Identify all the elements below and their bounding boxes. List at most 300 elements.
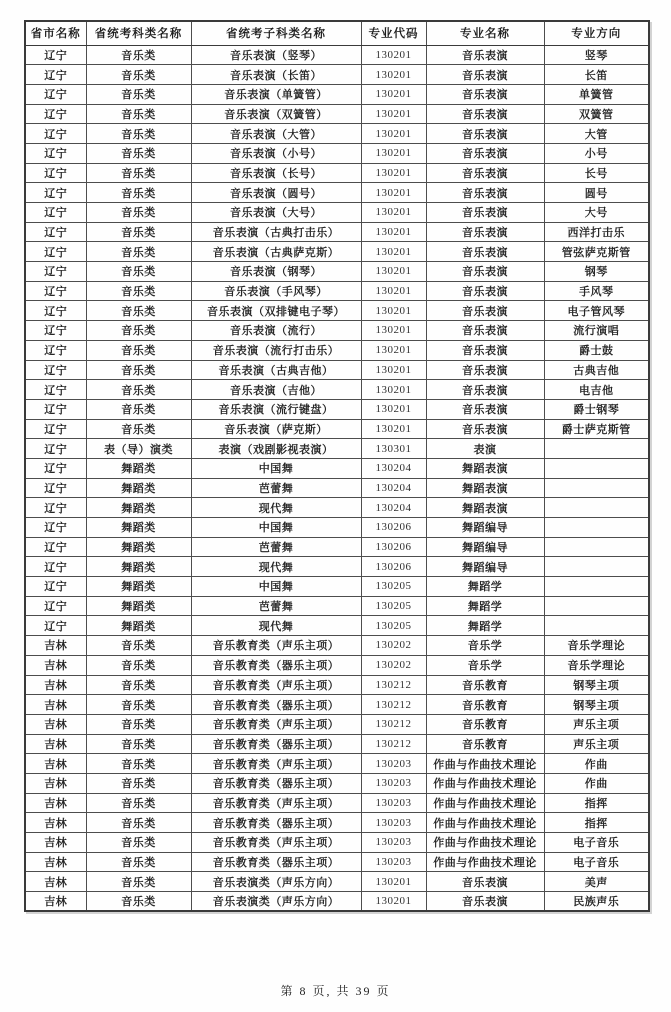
cell-major-direction: 钢琴 [544,262,649,282]
cell-major-name: 音乐表演 [426,203,544,223]
cell-major-code: 130201 [361,203,426,223]
cell-exam-subcategory: 音乐表演（流行） [191,321,361,341]
cell-major-name: 作曲与作曲技术理论 [426,754,544,774]
cell-major-direction: 长笛 [544,65,649,85]
cell-major-name: 表演 [426,439,544,459]
cell-major-name: 音乐表演 [426,124,544,144]
cell-exam-subcategory: 音乐表演（萨克斯） [191,419,361,439]
cell-exam-subcategory: 音乐表演（长笛） [191,65,361,85]
cell-province: 辽宁 [25,242,86,262]
cell-province: 辽宁 [25,458,86,478]
cell-major-code: 130204 [361,498,426,518]
cell-exam-subcategory: 现代舞 [191,557,361,577]
cell-exam-subcategory: 音乐表演类（声乐方向） [191,872,361,892]
cell-province: 辽宁 [25,222,86,242]
cell-major-direction: 作曲 [544,773,649,793]
cell-exam-category: 舞蹈类 [86,458,191,478]
cell-exam-category: 音乐类 [86,65,191,85]
cell-major-name: 舞蹈表演 [426,458,544,478]
cell-province: 吉林 [25,773,86,793]
cell-major-direction: 大管 [544,124,649,144]
table-row [25,143,649,163]
cell-exam-category: 音乐类 [86,281,191,301]
cell-exam-category: 音乐类 [86,183,191,203]
cell-major-name: 音乐表演 [426,419,544,439]
cell-exam-subcategory: 音乐表演（双簧管） [191,104,361,124]
cell-exam-subcategory: 音乐教育类（器乐主项） [191,813,361,833]
cell-province: 辽宁 [25,518,86,538]
cell-exam-subcategory: 音乐表演（古典萨克斯） [191,242,361,262]
cell-province: 辽宁 [25,557,86,577]
cell-province: 吉林 [25,714,86,734]
cell-major-direction [544,478,649,498]
column-header-province: 省市名称 [25,21,86,45]
table-row [25,203,649,223]
cell-major-direction: 指挥 [544,813,649,833]
cell-exam-category: 音乐类 [86,340,191,360]
cell-exam-category: 音乐类 [86,380,191,400]
cell-province: 辽宁 [25,577,86,597]
column-header-exam-subcategory: 省统考子科类名称 [191,21,361,45]
table-row [25,714,649,734]
cell-province: 辽宁 [25,616,86,636]
cell-exam-category: 音乐类 [86,321,191,341]
cell-exam-subcategory: 芭蕾舞 [191,537,361,557]
cell-province: 吉林 [25,734,86,754]
table-row [25,419,649,439]
table-row [25,793,649,813]
cell-major-name: 音乐表演 [426,281,544,301]
cell-major-direction: 美声 [544,872,649,892]
cell-major-code: 130201 [361,281,426,301]
table-row [25,734,649,754]
cell-province: 辽宁 [25,340,86,360]
cell-major-code: 130203 [361,813,426,833]
table-header [25,21,649,45]
cell-exam-category: 舞蹈类 [86,537,191,557]
cell-major-name: 音乐表演 [426,104,544,124]
cell-major-name: 音乐表演 [426,380,544,400]
cell-major-direction: 指挥 [544,793,649,813]
cell-major-direction [544,557,649,577]
cell-exam-category: 舞蹈类 [86,557,191,577]
cell-province: 辽宁 [25,439,86,459]
cell-exam-category: 音乐类 [86,892,191,912]
table-row [25,813,649,833]
cell-exam-subcategory: 音乐表演（大管） [191,124,361,144]
cell-major-name: 舞蹈编导 [426,537,544,557]
cell-exam-category: 音乐类 [86,262,191,282]
cell-major-code: 130203 [361,833,426,853]
table-row [25,84,649,104]
cell-exam-category: 音乐类 [86,242,191,262]
cell-exam-category: 音乐类 [86,84,191,104]
cell-major-code: 130201 [361,419,426,439]
cell-major-name: 音乐表演 [426,84,544,104]
cell-major-code: 130203 [361,773,426,793]
table-row [25,183,649,203]
cell-major-code: 130203 [361,852,426,872]
cell-exam-category: 音乐类 [86,419,191,439]
cell-major-direction: 大号 [544,203,649,223]
cell-province: 吉林 [25,695,86,715]
header-row [25,21,649,45]
cell-province: 吉林 [25,655,86,675]
cell-exam-subcategory: 音乐教育类（声乐主项） [191,754,361,774]
table-row [25,380,649,400]
cell-exam-subcategory: 音乐教育类（器乐主项） [191,655,361,675]
cell-exam-category: 音乐类 [86,45,191,65]
cell-major-name: 音乐教育 [426,734,544,754]
table-row [25,104,649,124]
table-row [25,833,649,853]
cell-province: 辽宁 [25,163,86,183]
cell-province: 辽宁 [25,301,86,321]
table-row [25,301,649,321]
table-row [25,163,649,183]
cell-major-direction: 钢琴主项 [544,675,649,695]
cell-province: 辽宁 [25,281,86,301]
cell-exam-category: 舞蹈类 [86,498,191,518]
cell-exam-category: 音乐类 [86,655,191,675]
cell-major-direction: 小号 [544,143,649,163]
cell-exam-category: 音乐类 [86,754,191,774]
cell-province: 吉林 [25,833,86,853]
cell-exam-subcategory: 音乐表演（双排键电子琴） [191,301,361,321]
cell-exam-category: 音乐类 [86,734,191,754]
cell-exam-category: 音乐类 [86,104,191,124]
cell-exam-category: 舞蹈类 [86,577,191,597]
cell-major-direction: 电子音乐 [544,852,649,872]
cell-exam-category: 舞蹈类 [86,518,191,538]
cell-major-direction: 音乐学理论 [544,655,649,675]
cell-major-direction: 单簧管 [544,84,649,104]
cell-exam-subcategory: 中国舞 [191,577,361,597]
cell-major-name: 音乐表演 [426,301,544,321]
cell-exam-subcategory: 音乐教育类（器乐主项） [191,773,361,793]
cell-major-name: 舞蹈表演 [426,478,544,498]
cell-exam-category: 音乐类 [86,675,191,695]
cell-major-direction [544,498,649,518]
table-body [25,45,649,911]
cell-province: 吉林 [25,872,86,892]
cell-exam-subcategory: 音乐教育类（声乐主项） [191,636,361,656]
cell-exam-category: 音乐类 [86,872,191,892]
cell-major-code: 130201 [361,104,426,124]
cell-major-code: 130201 [361,399,426,419]
cell-major-code: 130201 [361,301,426,321]
cell-exam-subcategory: 音乐表演（单簧管） [191,84,361,104]
cell-exam-subcategory: 音乐教育类（器乐主项） [191,734,361,754]
cell-major-direction: 手风琴 [544,281,649,301]
cell-major-code: 130201 [361,84,426,104]
cell-province: 辽宁 [25,399,86,419]
cell-province: 辽宁 [25,380,86,400]
cell-major-direction: 圆号 [544,183,649,203]
cell-exam-subcategory: 音乐表演（流行键盘） [191,399,361,419]
cell-major-name: 舞蹈编导 [426,518,544,538]
cell-exam-subcategory: 音乐表演（长号） [191,163,361,183]
table-row [25,281,649,301]
cell-exam-subcategory: 音乐表演类（声乐方向） [191,892,361,912]
cell-exam-category: 音乐类 [86,714,191,734]
cell-major-code: 130203 [361,793,426,813]
cell-major-name: 音乐表演 [426,340,544,360]
cell-major-code: 130201 [361,124,426,144]
cell-exam-category: 音乐类 [86,301,191,321]
cell-exam-category: 音乐类 [86,813,191,833]
cell-exam-category: 音乐类 [86,695,191,715]
table-row [25,616,649,636]
table-row [25,360,649,380]
cell-major-direction: 作曲 [544,754,649,774]
cell-major-code: 130201 [361,380,426,400]
cell-major-name: 音乐学 [426,655,544,675]
cell-major-name: 作曲与作曲技术理论 [426,773,544,793]
cell-major-name: 音乐表演 [426,45,544,65]
table-row [25,458,649,478]
cell-province: 吉林 [25,892,86,912]
cell-major-direction: 爵士萨克斯管 [544,419,649,439]
cell-major-code: 130201 [361,45,426,65]
majors-table [24,20,650,912]
cell-exam-category: 表（导）演类 [86,439,191,459]
cell-exam-subcategory: 音乐表演（大号） [191,203,361,223]
cell-exam-category: 音乐类 [86,852,191,872]
table-row [25,852,649,872]
cell-exam-subcategory: 中国舞 [191,458,361,478]
table-row [25,577,649,597]
table-row [25,399,649,419]
cell-major-direction [544,596,649,616]
cell-major-code: 130205 [361,596,426,616]
cell-major-name: 舞蹈学 [426,596,544,616]
cell-major-name: 音乐表演 [426,163,544,183]
table-row [25,675,649,695]
cell-exam-subcategory: 音乐表演（古典打击乐） [191,222,361,242]
cell-major-code: 130201 [361,892,426,912]
cell-major-code: 130206 [361,518,426,538]
table-row [25,636,649,656]
cell-exam-category: 舞蹈类 [86,596,191,616]
table-row [25,557,649,577]
cell-major-name: 音乐表演 [426,222,544,242]
table-row [25,45,649,65]
cell-exam-category: 舞蹈类 [86,616,191,636]
cell-major-direction [544,458,649,478]
cell-major-code: 130206 [361,537,426,557]
page-number: 第 8 页, 共 39 页 [280,984,391,998]
cell-province: 吉林 [25,813,86,833]
cell-exam-subcategory: 表演（戏剧影视表演） [191,439,361,459]
cell-exam-subcategory: 音乐表演（小号） [191,143,361,163]
cell-exam-subcategory: 音乐表演（竖琴） [191,45,361,65]
cell-major-name: 音乐表演 [426,262,544,282]
cell-major-direction: 爵士钢琴 [544,399,649,419]
cell-major-code: 130206 [361,557,426,577]
cell-major-name: 音乐表演 [426,872,544,892]
cell-major-direction: 西洋打击乐 [544,222,649,242]
cell-major-direction [544,616,649,636]
cell-major-direction: 长号 [544,163,649,183]
cell-major-code: 130201 [361,321,426,341]
cell-major-code: 130201 [361,65,426,85]
cell-major-code: 130201 [361,222,426,242]
cell-major-direction: 竖琴 [544,45,649,65]
table-row [25,695,649,715]
table-row [25,222,649,242]
cell-exam-category: 音乐类 [86,636,191,656]
cell-exam-subcategory: 芭蕾舞 [191,478,361,498]
cell-major-name: 音乐教育 [426,675,544,695]
cell-major-name: 音乐表演 [426,242,544,262]
cell-exam-category: 音乐类 [86,793,191,813]
cell-major-name: 舞蹈学 [426,616,544,636]
cell-province: 辽宁 [25,45,86,65]
table-row [25,478,649,498]
table-row [25,892,649,912]
cell-exam-subcategory: 音乐表演（手风琴） [191,281,361,301]
cell-exam-subcategory: 音乐表演（流行打击乐） [191,340,361,360]
column-header-major-code: 专业代码 [361,21,426,45]
cell-province: 辽宁 [25,360,86,380]
cell-major-code: 130212 [361,714,426,734]
cell-major-code: 130202 [361,636,426,656]
cell-major-code: 130201 [361,262,426,282]
table-row [25,242,649,262]
cell-major-code: 130201 [361,242,426,262]
column-header-major-name: 专业名称 [426,21,544,45]
cell-exam-category: 音乐类 [86,833,191,853]
cell-major-code: 130201 [361,183,426,203]
cell-exam-category: 音乐类 [86,124,191,144]
table-row [25,773,649,793]
cell-province: 吉林 [25,793,86,813]
cell-major-name: 作曲与作曲技术理论 [426,852,544,872]
cell-province: 辽宁 [25,498,86,518]
table-row [25,872,649,892]
cell-exam-category: 音乐类 [86,360,191,380]
cell-major-name: 音乐表演 [426,65,544,85]
cell-major-direction: 电子音乐 [544,833,649,853]
cell-major-direction: 双簧管 [544,104,649,124]
cell-province: 辽宁 [25,203,86,223]
table-row [25,655,649,675]
cell-major-code: 130201 [361,872,426,892]
cell-province: 辽宁 [25,143,86,163]
cell-major-name: 舞蹈编导 [426,557,544,577]
cell-major-name: 音乐表演 [426,321,544,341]
cell-province: 吉林 [25,852,86,872]
column-header-major-direction: 专业方向 [544,21,649,45]
cell-major-direction [544,518,649,538]
cell-province: 辽宁 [25,596,86,616]
cell-major-direction: 民族声乐 [544,892,649,912]
cell-exam-category: 音乐类 [86,203,191,223]
cell-exam-subcategory: 音乐教育类（声乐主项） [191,714,361,734]
cell-major-name: 音乐表演 [426,183,544,203]
table-row [25,498,649,518]
cell-major-code: 130212 [361,734,426,754]
cell-major-direction: 爵士鼓 [544,340,649,360]
cell-province: 辽宁 [25,419,86,439]
cell-exam-category: 音乐类 [86,163,191,183]
cell-major-name: 舞蹈表演 [426,498,544,518]
cell-major-code: 130201 [361,143,426,163]
cell-major-direction: 声乐主项 [544,714,649,734]
cell-major-code: 130204 [361,458,426,478]
cell-exam-subcategory: 音乐表演（钢琴） [191,262,361,282]
cell-exam-subcategory: 音乐教育类（声乐主项） [191,793,361,813]
cell-major-direction [544,537,649,557]
cell-major-name: 音乐教育 [426,714,544,734]
cell-province: 辽宁 [25,183,86,203]
table-row [25,518,649,538]
table-row [25,65,649,85]
cell-major-direction: 钢琴主项 [544,695,649,715]
cell-major-code: 130205 [361,577,426,597]
cell-major-code: 130201 [361,360,426,380]
cell-major-direction [544,577,649,597]
table-row [25,439,649,459]
cell-major-name: 音乐学 [426,636,544,656]
cell-province: 辽宁 [25,124,86,144]
cell-province: 辽宁 [25,321,86,341]
cell-major-direction: 管弦萨克斯管 [544,242,649,262]
cell-exam-subcategory: 音乐表演（圆号） [191,183,361,203]
cell-exam-subcategory: 音乐表演（吉他） [191,380,361,400]
cell-exam-category: 音乐类 [86,773,191,793]
cell-major-code: 130203 [361,754,426,774]
cell-major-code: 130205 [361,616,426,636]
cell-exam-category: 音乐类 [86,399,191,419]
cell-province: 辽宁 [25,65,86,85]
cell-major-code: 130201 [361,163,426,183]
cell-major-name: 音乐表演 [426,143,544,163]
table-row [25,321,649,341]
table-row [25,537,649,557]
cell-major-name: 舞蹈学 [426,577,544,597]
cell-major-direction: 电子管风琴 [544,301,649,321]
cell-province: 吉林 [25,675,86,695]
cell-major-code: 130212 [361,675,426,695]
cell-major-direction: 音乐学理论 [544,636,649,656]
cell-major-code: 130202 [361,655,426,675]
cell-major-name: 音乐教育 [426,695,544,715]
cell-major-code: 130201 [361,340,426,360]
cell-exam-subcategory: 现代舞 [191,498,361,518]
table-row [25,124,649,144]
cell-major-code: 130212 [361,695,426,715]
cell-major-direction: 声乐主项 [544,734,649,754]
cell-major-name: 作曲与作曲技术理论 [426,793,544,813]
cell-major-name: 作曲与作曲技术理论 [426,833,544,853]
cell-major-code: 130301 [361,439,426,459]
cell-exam-subcategory: 音乐教育类（声乐主项） [191,675,361,695]
cell-province: 吉林 [25,754,86,774]
cell-major-name: 音乐表演 [426,892,544,912]
cell-province: 辽宁 [25,537,86,557]
cell-major-direction: 流行演唱 [544,321,649,341]
cell-province: 辽宁 [25,262,86,282]
cell-exam-category: 音乐类 [86,222,191,242]
cell-province: 辽宁 [25,478,86,498]
cell-province: 辽宁 [25,104,86,124]
cell-province: 吉林 [25,636,86,656]
cell-exam-subcategory: 音乐教育类（声乐主项） [191,833,361,853]
cell-province: 辽宁 [25,84,86,104]
table-row [25,754,649,774]
